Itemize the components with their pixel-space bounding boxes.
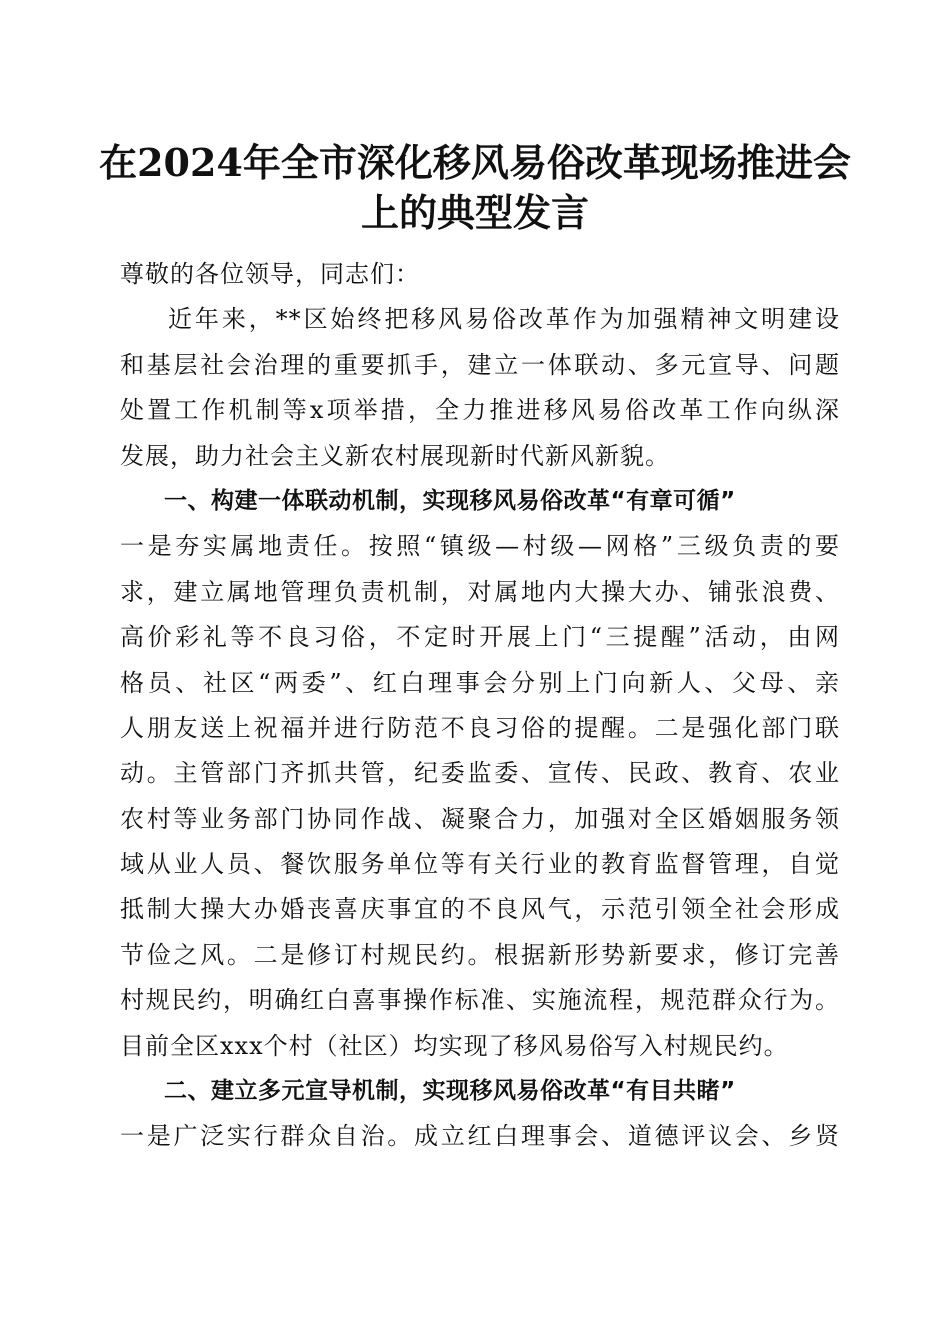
paragraph-line: 动。主管部门齐抓共管，纪委监委、宣传、民政、教育、农业 [120,759,840,788]
document-body [120,252,840,1160]
paragraph-line: 求，建立属地管理负责机制，对属地内大操大办、铺张浪费、 [120,577,840,606]
paragraph-line: 村规民约，明确红白喜事操作标准、实施流程，规范群众行为。 [120,986,840,1015]
section-heading-2: 二、建立多元宣导机制，实现移风易俗改革“有目共睹” [164,1078,736,1105]
paragraph-line: 发展，助力社会主义新农村展现新时代新风新貌。 [120,441,670,470]
title-line-2: 上的典型发言 [360,190,589,235]
salutation: 尊敬的各位领导，同志们： [120,260,420,288]
paragraph-line: 近年来，**区始终把移风易俗改革作为加强精神文明建设 [168,305,840,334]
paragraph-line: 处置工作机制等x项举措，全力推进移风易俗改革工作向纵深 [120,396,840,425]
paragraph-line: 人朋友送上祝福并进行防范不良习俗的提醒。二是强化部门联 [120,713,840,742]
paragraph-line: 和基层社会治理的重要抓手，建立一体联动、多元宣导、问题 [120,350,840,379]
paragraph-line: 格员、社区“两委”、红白理事会分别上门向新人、父母、亲 [120,668,840,697]
paragraph-line: 农村等业务部门协同作战、凝聚合力，加强对全区婚姻服务领 [120,804,840,833]
section-heading-1: 一、构建一体联动机制，实现移风易俗改革“有章可循” [164,487,736,514]
paragraph-line: 高价彩礼等不良习俗，不定时开展上门“三提醒”活动，由网 [120,623,840,652]
title-line-1: 在2024年全市深化移风易俗改革现场推进会 [99,140,851,185]
paragraph-line: 域从业人员、餐饮服务单位等有关行业的教育监督管理，自觉 [120,850,840,879]
paragraph-line: 目前全区xxx个村（社区）均实现了移风易俗写入村规民约。 [120,1031,789,1060]
paragraph-line: 一是广泛实行群众自治。成立红白理事会、道德评议会、乡贤 [120,1122,840,1151]
paragraph-line: 抵制大操大办婚丧喜庆事宜的不良风气，示范引领全社会形成 [120,895,840,924]
document-title [90,138,860,238]
paragraph-line: 一是夯实属地责任。按照“镇级—村级—网格”三级负责的要 [120,532,840,561]
paragraph-line: 节俭之风。二是修订村规民约。根据新形势新要求，修订完善 [120,940,840,969]
